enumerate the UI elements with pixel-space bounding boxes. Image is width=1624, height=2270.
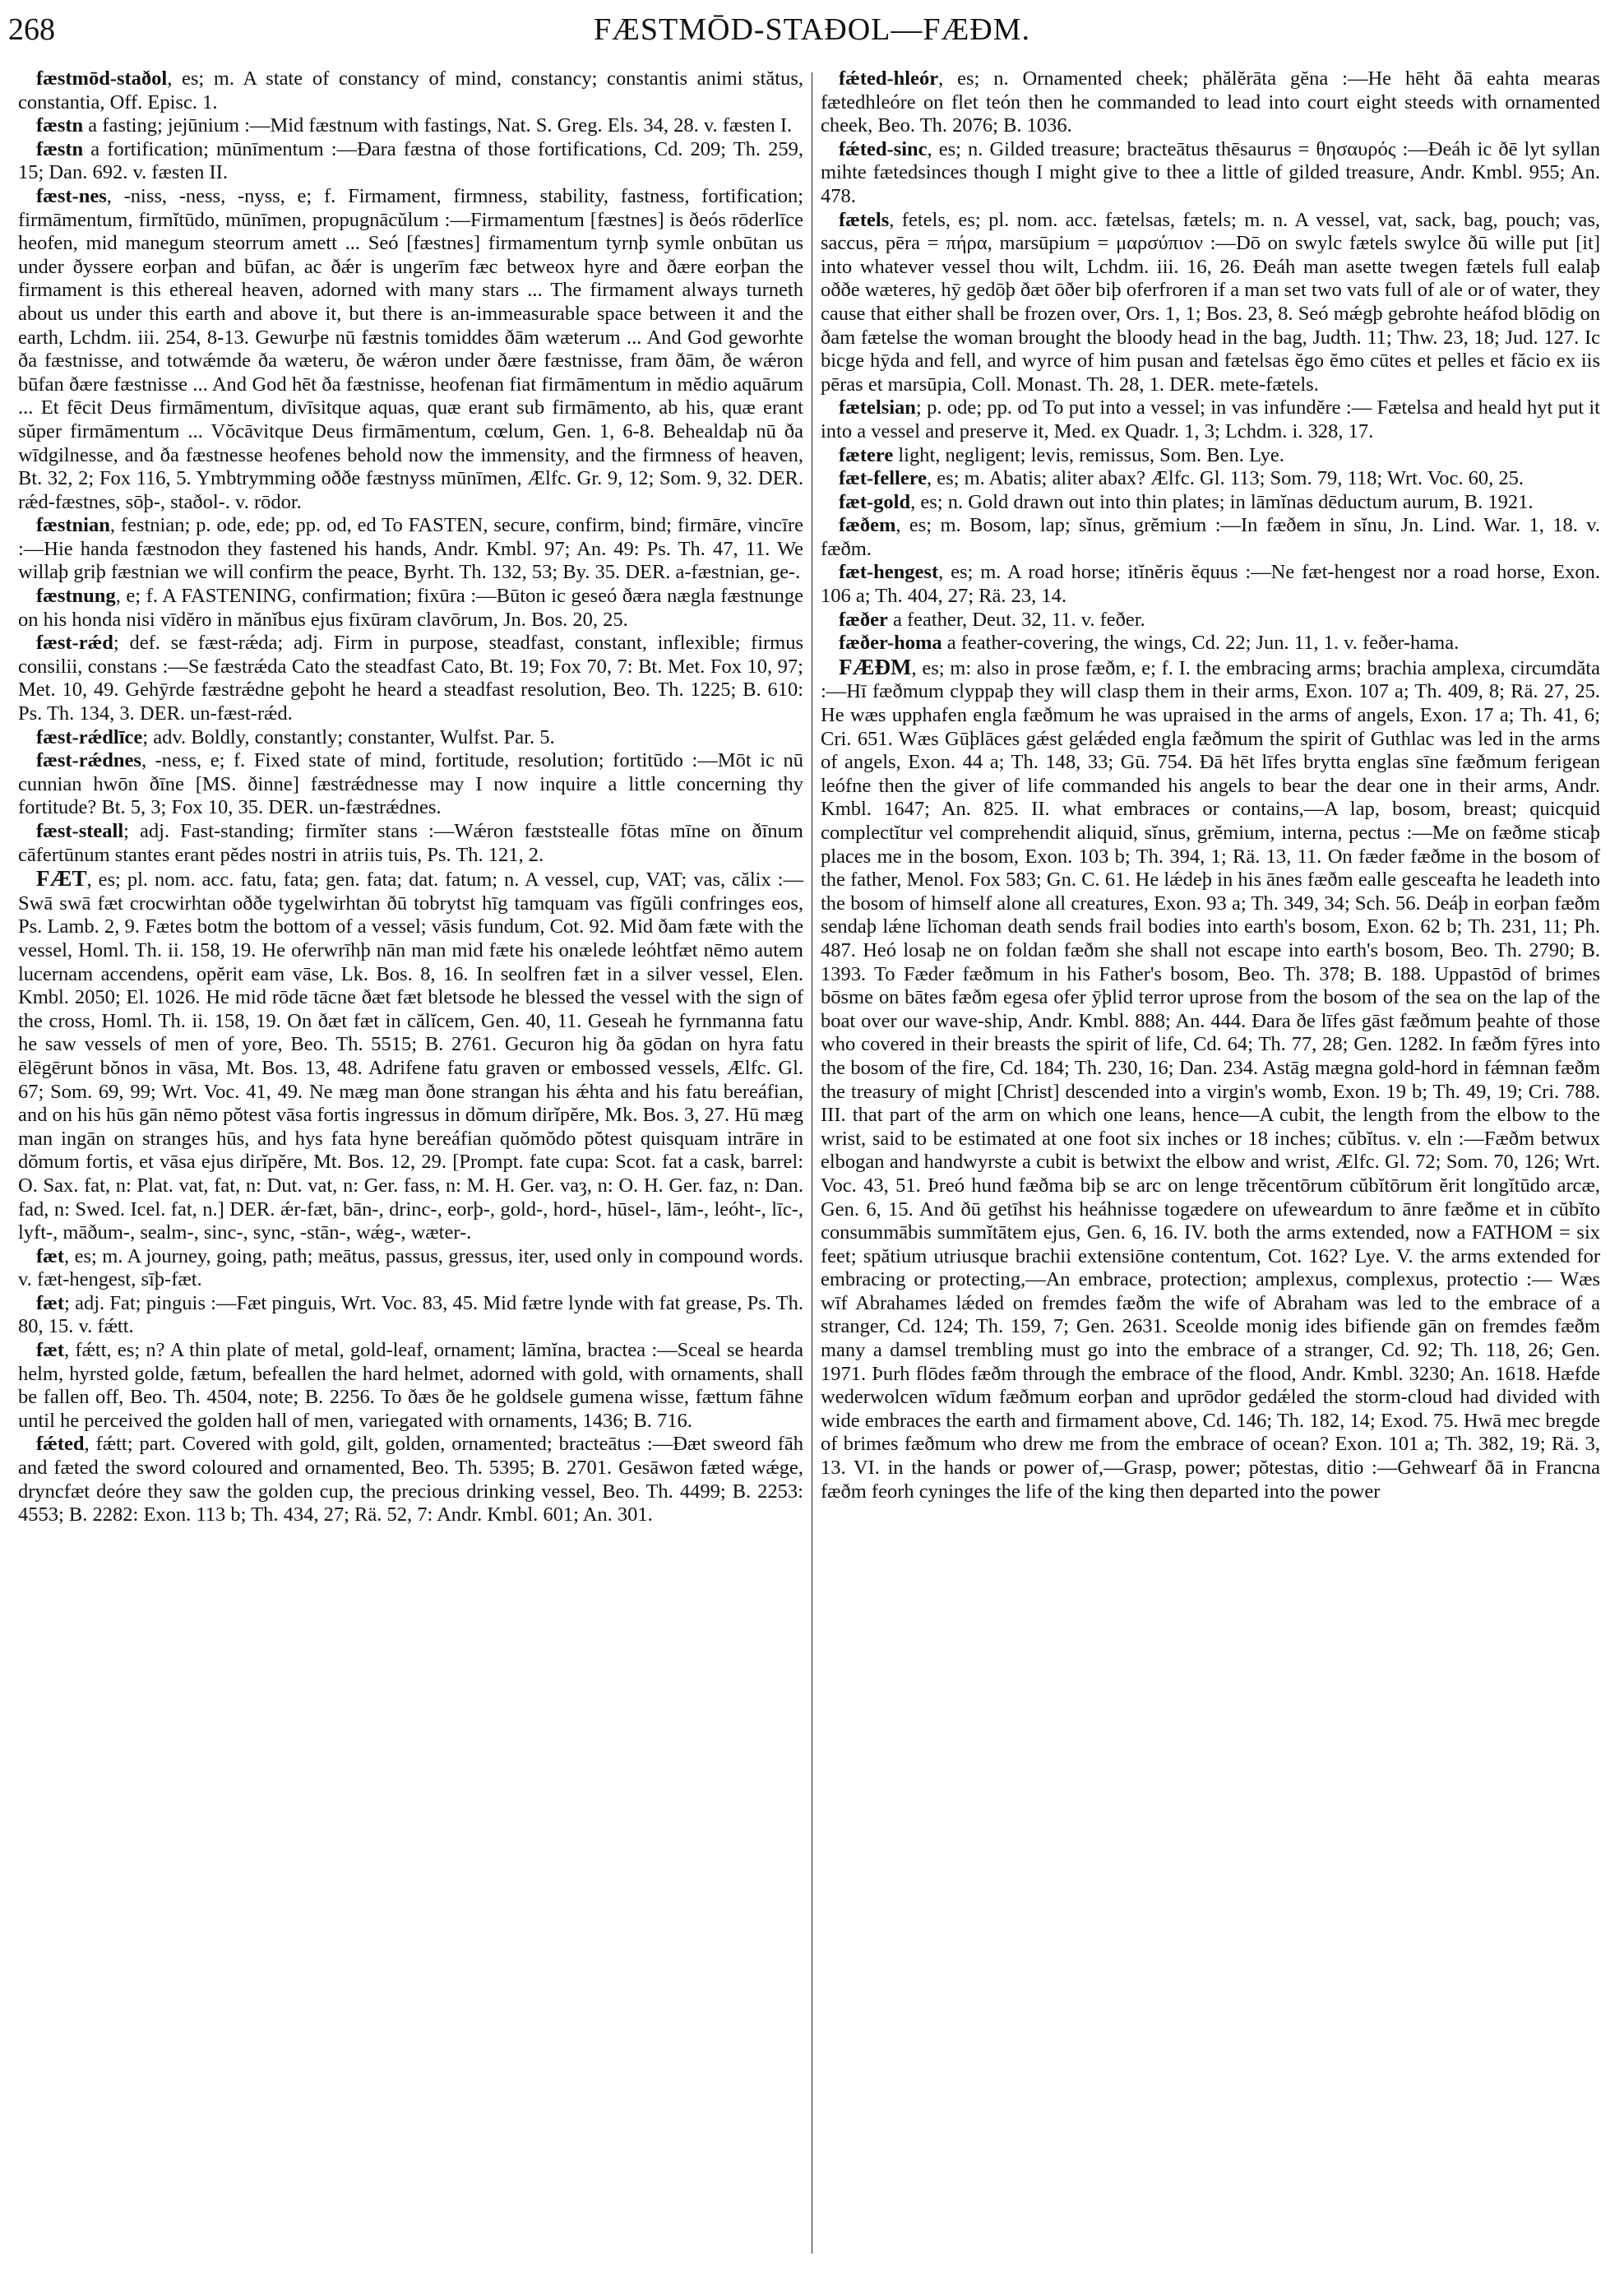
dictionary-entry	[821, 67, 1600, 138]
entry-definition: , es; m: also in prose fæðm, e; f. I. the embracing arms; brachia amplexa, circumdăta :—Hī fæðmum clyppaþ they will clasp them in their arms, Exon. 107 a; Th. 409, 8; Rä. 27, 25. He wæs upphafen engla fæðmum he was upraised in the arms of angels, Exon. 17 a; Th. 41, 6; Cri. 651. Wæs Gūþlāces gǽst gelǽded engla fæðmum the spirit of Guthlac was led in the arms of angels, Exon. 44 a; Th. 148, 33; Gū. 754. Ðā hēt līfes brytta englas sīne fæðmum ferigean leófne then the giver of life commanded his angels to bear the dear one in their arms, Andr. Kmbl. 1647; An. 825. II. what embraces or contains,—A lap, bosom, breast; quicquid complectĭtur vel comprehendit aliquid, sĭnus, grĕmium, interna, pectus :—Me on fæðme sticaþ places me in the bosom, Exon. 103 b; Th. 394, 1; Rä. 13, 11. On fæder fæðme in the bosom of the father, Menol. Fox 583; Gn. C. 61. He lǽdeþ in his ānes fæðm ealle gesceafta he leadeth into the bosom of himself alone all creatures, Exon. 93 a; Th. 349, 34; Sch. 56. Deáþ in eorþan fæðm sendaþ lǽne līchoman death sends frail bodies into earth's bosom, Exon. 62 b; Th. 231, 11; Ph. 487. Heó losaþ ne on foldan fæðm she shall not escape into earth's bosom, Beo. Th. 2790; B. 1393. To Fæder fæðmum in his Father's bosom, Beo. Th. 378; B. 188. Uppastōd of brimes bōsme on bātes fæðm egesa ofer ȳþlid terror uprose from the bosom of the sea on the lap of the boat over our wave-ship, Andr. Kmbl. 888; An. 444. Ðara ðe līfes gāst fæðmum þeahte of those who covered in their breasts the spirit of life, Cd. 64; Th. 77, 28; Gen. 1282. In fæðm fȳres into the bosom of the fire, Cd. 184; Th. 230, 16; Dan. 234. Astāg mægna gold-hord in fǽmnan fæðm the treasury of might [Christ] descended into a virgin's womb, Exon. 19 b; Th. 49, 19; Cri. 788. III. that part of the arm on which one leans, hence—A cubit, the length from the elbow to the wrist, said to be estimated at one foot six inches or 18 inches; cŭbĭtus. v. eln :—Fæðm betwux elbogan and handwyrste a cubit is betwixt the elbow and wrist, Ælfc. Gl. 72; Som. 70, 126; Wrt. Voc. 43, 51. Þreó hund fæðma biþ se arc on lenge trĕcentōrum cŭbĭtōrum ĕrit longĭtūdo arcæ, Gen. 6, 15. And ðū getīhst his heáhnisse togædere on ufeweardum to ānre fæðme et in cŭbĭto consummābis summĭtātem ejus, Gen. 6, 16. IV. both the arms extended, now a FATHOM = six feet; spătium utriusque brachii extensiōne contentum, Cot. 162? Lye. V. the arms extended for embracing or protecting,—An embrace, protection; amplexus, complexus, protectio :— Wæs wīf Abrahames lǽded on fremdes fæðm the wife of Abraham was led to the embrace of a stranger, Cd. 124; Th. 159, 7; Gen. 2631. Sceolde monig ides bifiende gān on fremdes fæðm many a damsel trembling must go into the embrace of a stranger, Cd. 92; Th. 118, 26; Gen. 1971. Þurh flōdes fæðm through the embrace of the flood, Andr. Kmbl. 3230; An. 1618. Hæfde wederwolcen wīdum fæðmum eorþan and uprōdor gedǽled the storm-cloud had divided with wide embraces the earth and firmament above, Cd. 146; Th. 182, 14; Exod. 75. Hwā mec bregde of brimes fæðmum who drew me from the embrace of ocean? Exon. 101 a; Th. 382, 19; Rä. 3, 13. VI. in the hands or power of,—Grasp, power; pŏtestas, ditio :—Gehwearf ðā in Francna fæðm feorh cyninges the life of the king then departed into the power	[821, 656, 1600, 1503]
dictionary-entry	[821, 209, 1600, 397]
dictionary-entry	[18, 185, 803, 514]
right-column	[821, 67, 1600, 2251]
entry-headword: fæt-fellere	[839, 467, 927, 490]
left-column	[18, 67, 803, 2251]
entry-headword: fæst-rǽdlīce	[36, 725, 143, 748]
entry-headword: fǽted-sinc	[839, 137, 928, 160]
entry-definition: , es; n. Gold drawn out into thin plates; in lāmĭnas dēductum aurum, B. 1921.	[910, 490, 1534, 513]
entry-headword: fǽted	[36, 1433, 85, 1456]
entry-definition: a fasting; jejūnium :—Mid fæstnum with fastings, Nat. S. Greg. Els. 34, 28. v. fæsten I.	[83, 114, 793, 137]
entry-headword: fæst-rǽdnes	[36, 749, 141, 772]
entry-headword: fæðem	[839, 514, 896, 537]
entry-headword: FÆÐM	[839, 654, 912, 679]
entry-definition: a feather, Deut. 32, 11. v. feðer.	[887, 608, 1145, 631]
page-number: 268	[8, 12, 55, 47]
entry-headword: fætels	[839, 208, 890, 231]
entry-definition: , es; m. Abatis; aliter abax? Ælfc. Gl. 113; Som. 79, 118; Wrt. Voc. 60, 25.	[927, 467, 1525, 490]
entry-headword: fætere	[839, 443, 894, 466]
entry-headword: fæt	[36, 1291, 65, 1314]
entry-definition: , fetels, es; pl. nom. acc. fætelsas, fætels; m. n. A vessel, vat, sack, bag, pouch; vas, saccus, pēra = πήρα, marsūpium = μαρσύπιον :—Dō on swylc fætels swylce ðū wille put [it] into whatever vessel thou wilt, Lchdm. iii. 16, 26. Ðeáh man asette twegen fætels full ealaþ oððe wæteres, hȳ gedōþ ðæt ōðer biþ oferfroren if a man set two vats full of ale or of water, they cause that either shall be frozen over, Ors. 1, 1; Bos. 23, 8. Seó mǽgþ gebrohte heáfod blōdig on ðam fætelse the woman brought the bloody head in the bag, Judth. 11; Thw. 23, 18; Jud. 127. Ic bicge hȳda and fell, and wyrce of him pusan and fætelsas ĕgo ĕmo cūtes et pelles et făcio ex iis pēras et marsūpia, Coll. Monast. Th. 28, 1. DER. mete-fætels.	[821, 208, 1600, 396]
entry-headword: fæt	[36, 1244, 65, 1267]
dictionary-entry	[821, 491, 1600, 515]
running-head: FÆSTMŌD-STAĐOL—FÆĐM.	[593, 12, 1031, 47]
dictionary-entry	[18, 114, 803, 138]
entry-headword: fæðer	[839, 608, 888, 631]
dictionary-entry	[821, 467, 1600, 491]
dictionary-entry	[18, 514, 803, 585]
entry-headword: fæstmōd-staðol	[36, 67, 168, 90]
dictionary-entry	[821, 632, 1600, 656]
entry-headword: FÆT	[36, 866, 87, 892]
entry-definition: ; def. se fæst-rǽda; adj. Firm in purpose, steadfast, constant, inflexible; firmus consilii, constans :—Se fæstrǽda Cato the steadfast Cato, Bt. 19; Fox 70, 7: Bt. Met. Fox 10, 97; Met. 10, 49. Gehȳrde fæstrǽdne geþoht he heard a steadfast resolution, Beo. Th. 1225; B. 610: Ps. Th. 134, 3. DER. un-fæst-rǽd.	[18, 632, 803, 725]
entry-definition: , e; f. A FASTENING, confirmation; fixūra :—Būton ic geseó ðæra nægla fæstnunge on his honda nisi vīdĕro in mănĭbus ejus fixūram clavōrum, Jn. Bos. 20, 25.	[18, 585, 803, 631]
entry-definition: a fortification; mūnīmentum :—Ðara fæstna of those fortifications, Cd. 209; Th. 259, 15; Dan. 692. v. fæsten II.	[18, 137, 803, 184]
entry-definition: , es; m. A journey, going, path; meātus, passus, gressus, iter, used only in compound words. v. fæt-hengest, sīþ-fæt.	[18, 1244, 803, 1291]
entry-definition: , festnian; p. ode, ede; pp. od, ed To FASTEN, secure, confirm, bind; firmāre, vincīre :—Hie handa fæstnodon they fastened his hands, Andr. Kmbl. 97; An. 49: Ps. Th. 47, 11. We willaþ griþ fæstnian we will confirm the peace, Byrht. Th. 132, 53; By. 35. DER. a-fæstnian, ge-.	[18, 514, 803, 584]
page-header	[0, 0, 1624, 66]
dictionary-entry	[821, 609, 1600, 632]
entry-definition: , -ness, e; f. Fixed state of mind, fortitude, resolution; fortitūdo :—Mōt ic nū cunnian hwōn ðīne [MS. ðinne] fæstrǽdnesse may I now inquire a little concerning thy fortitude? Bt. 5, 3; Fox 10, 35. DER. un-fæstrǽdnes.	[18, 749, 803, 819]
dictionary-entry	[18, 1245, 803, 1292]
entry-definition: light, negligent; levis, remissus, Som. Ben. Lye.	[893, 443, 1284, 466]
entry-definition: , es; n. Ornamented cheek; phălĕrāta gĕna :—He hēht ðā eahta mearas fætedhleóre on flet teón then he commanded to lead into court eight steeds with ornamented cheek, Beo. Th. 2076; B. 1036.	[821, 67, 1600, 137]
dictionary-entry	[821, 514, 1600, 561]
dictionary-entry	[18, 585, 803, 632]
entry-headword: fæst-steall	[36, 820, 124, 842]
dictionary-entry	[18, 1292, 803, 1339]
entry-definition: , es; m. A road horse; itĭnĕris ĕquus :—Ne fæt-hengest nor a road horse, Exon. 106 a; Th. 404, 27; Rä. 23, 14.	[821, 561, 1600, 608]
entry-headword: fæt	[36, 1339, 65, 1362]
entry-definition: , es; n. Gilded treasure; bracteātus thēsaurus = θησαυρός :—Ðeáh ic ðē lyt syllan mihte fætedsinces though I might give to thee a little of gilded treasure, Andr. Kmbl. 955; An. 478.	[821, 137, 1600, 207]
entry-headword: fæst-nes	[36, 184, 107, 207]
dictionary-entry	[18, 1433, 803, 1526]
dictionary-entry	[821, 396, 1600, 443]
entry-headword: fæðer-homa	[839, 632, 942, 655]
entry-headword: fæstn	[36, 137, 84, 160]
entry-definition: ; adj. Fast-standing; firmĭter stans :—Wǽron fæststealle fōtas mīne on ðīnum cāfertūnum stantes erant pĕdes nostri in atriis tuis, Ps. Th. 121, 2.	[18, 820, 803, 866]
dictionary-entry	[821, 138, 1600, 209]
dictionary-entry	[18, 867, 803, 1245]
entry-definition: , -niss, -ness, -nyss, e; f. Firmament, firmness, stability, fastness, fortification; firmāmentum, firmĭtūdo, mūnīmen, propugnācŭlum :—Firmamentum [fæstnes] is ðeós rōderlīce heofen, mid manegum steorrum amett ... Seó [fæstnes] firmamentum tyrnþ symle onbūtan us under ðyssere eorþan and būfan, ac ðǽr is ungerīm fæc betweox hyre and ðære eorþan the firmament is this ethereal heaven, adorned with many stars ... The firmament always turneth about us under this earth and above it, but there is an-immeasurable space between it and the earth, Lchdm. iii. 254, 8-13. Gewurþe nū fæstnis tomiddes ðām wæterum ... And God geworhte ða fæstnisse, and totwǽmde ða wæteru, ðe wǽron under ðære fæstnisse, fram ðām, ðe wǽron būfan ðære fæstnisse ... And God hēt ða fæstnisse, heofenan fiat firmāmentum in mĕdio aquārum ... Et fēcit Deus firmāmentum, divīsitque aquas, quæ erant sub firmāmento, ab his, quæ erant sŭper firmāmentum ... Vŏcāvitque Deus firmāmentum, cœlum, Gen. 1, 6-8. Behealdaþ nū ða wīdgilnesse, and ða fæstnesse heofenes behold now the immensity, and the firmness of heaven, Bt. 32, 2; Fox 116, 5. Ymbtrymming oððe fæstnyss mūnīmen, Ælfc. Gr. 9, 12; Som. 9, 32. DER. rǽd-fæstnes, sōþ-, staðol-. v. rōdor.	[18, 184, 803, 513]
dictionary-entry	[18, 820, 803, 867]
entry-definition: ; adv. Boldly, constantly; constanter, Wulfst. Par. 5.	[142, 725, 555, 748]
entry-headword: fæstnian	[36, 514, 110, 537]
entry-definition: , es; pl. nom. acc. fatu, fata; gen. fata; dat. fatum; n. A vessel, cup, VAT; vas, călix :—Swā swā fæt crocwirhtan oððe tygelwirhtan ðū tobrytst hīg tamquam vas fĭgŭli confringes eos, Ps. Lamb. 2, 9. Fætes botm the bottom of a vessel; vāsis fundum, Cot. 92. Mid ðam fæte with the vessel, Homl. Th. ii. 158, 19. He oferwrīhþ nān man mid fæte his onælede leóhtfæt nēmo autem lucernam accendens, opĕrit eam vāse, Lk. Bos. 8, 16. In seolfren fæt in a silver vessel, Elen. Kmbl. 2050; El. 1026. He mid rōde tācne ðæt fæt bletsode he blessed the vessel with the sign of the cross, Homl. Th. ii. 158, 19. On ðæt fæt in călĭcem, Gen. 40, 11. Geseah he fyrnmanna fatu he saw vessels of men of yore, Beo. Th. 5515; B. 2761. Gecuron hig ða gōdan on hyra fatu ēlēgērunt bŏnos in vāsa, Mt. Bos. 13, 48. Adrifene fatu graven or embossed vessels, Ælfc. Gl. 67; Som. 69, 99; Wrt. Voc. 41, 49. Ne mæg man ðone strangan his ǽhta and his fatu bereáfian, and on his hūs gān nēmo pŏtest vāsa fortis ingressus in dŏmum dirĭpĕre, Mk. Bos. 3, 27. Hū mæg man ingān on stranges hūs, and hys fata hyne bereáfian quŏmŏdo pŏtest quisquam intrāre in dŏmum fortis, et vāsa ejus dirĭpĕre, Mt. Bos. 12, 29. [Prompt. fate cupa: Scot. fat a cask, barrel: O. Sax. fat, n: Plat. vat, fat, n: Dut. vat, n: Ger. fass, n: M. H. Ger. vaȝ, n: O. H. Ger. faz, n: Dan. fad, n: Swed. Icel. fat, n.] DER. ǽr-fæt, bān-, drinc-, eorþ-, gold-, hord-, hūsel-, lām-, leóht-, līc-, lyft-, māðum-, sealm-, sinc-, sync, -stān-, wǽg-, wæter-.	[18, 869, 803, 1244]
entry-headword: fæt-hengest	[839, 561, 939, 584]
entry-headword: fæstnung	[36, 585, 116, 608]
entry-definition: ; adj. Fat; pinguis :—Fæt pinguis, Wrt. Voc. 83, 45. Mid fætre lynde with fat grease, Ps. Th. 80, 15. v. fǽtt.	[18, 1291, 803, 1338]
entry-headword: fǽted-hleór	[839, 67, 939, 90]
entry-headword: fæt-gold	[839, 490, 911, 513]
entry-definition: , fǽtt; part. Covered with gold, gilt, golden, ornamented; bracteātus :—Ðæt sweord fāh and fæted the sword coloured and ornamented, Beo. Th. 5395; B. 2701. Gesāwon fæted wǽge, dryncfæt deóre they saw the golden cup, the precious drinking vessel, Beo. Th. 4499; B. 2253: 4553; B. 2282: Exon. 113 b; Th. 434, 27; Rä. 52, 7: Andr. Kmbl. 601; An. 301.	[18, 1433, 803, 1526]
entry-definition: ; p. ode; pp. od To put into a vessel; in vas infundĕre :— Fætelsa and heald hyt put it into a vessel and preserve it, Med. ex Quadr. 1, 3; Lchdm. i. 328, 17.	[821, 396, 1600, 442]
dictionary-entry	[821, 656, 1600, 1503]
entry-definition: , es; m. Bosom, lap; sĭnus, grĕmium :—In fæðem in sĭnu, Jn. Lind. War. 1, 18. v. fæðm.	[821, 514, 1600, 560]
entry-headword: fæst-rǽd	[36, 632, 113, 655]
entry-definition: , fǽtt, es; n? A thin plate of metal, gold-leaf, ornament; lāmĭna, bractea :—Sceal se hearda helm, hyrsted golde, fætum, befeallen the hard helmet, adorned with gold, with ornaments, shall be fallen off, Beo. Th. 4504, note; B. 2256. To ðæs ðe he goldsele gumena wisse, fættum fāhne until he perceived the golden hall of men, variegated with ornaments, 1436; B. 716.	[18, 1339, 803, 1432]
dictionary-entry	[18, 726, 803, 750]
dictionary-entry	[18, 67, 803, 114]
entry-headword: fætelsian	[839, 396, 916, 419]
entry-definition: , es; m. A state of constancy of mind, constancy; constantis animi stătus, constantia, Off. Episc. 1.	[18, 67, 803, 114]
entry-headword: fæstn	[36, 114, 84, 137]
dictionary-entry	[18, 749, 803, 820]
entry-definition: a feather-covering, the wings, Cd. 22; Jun. 11, 1. v. feðer-hama.	[942, 632, 1460, 655]
dictionary-entry	[18, 138, 803, 185]
dictionary-entry	[18, 632, 803, 725]
dictionary-entry	[821, 444, 1600, 468]
dictionary-entry	[18, 1339, 803, 1433]
dictionary-entry	[821, 561, 1600, 608]
